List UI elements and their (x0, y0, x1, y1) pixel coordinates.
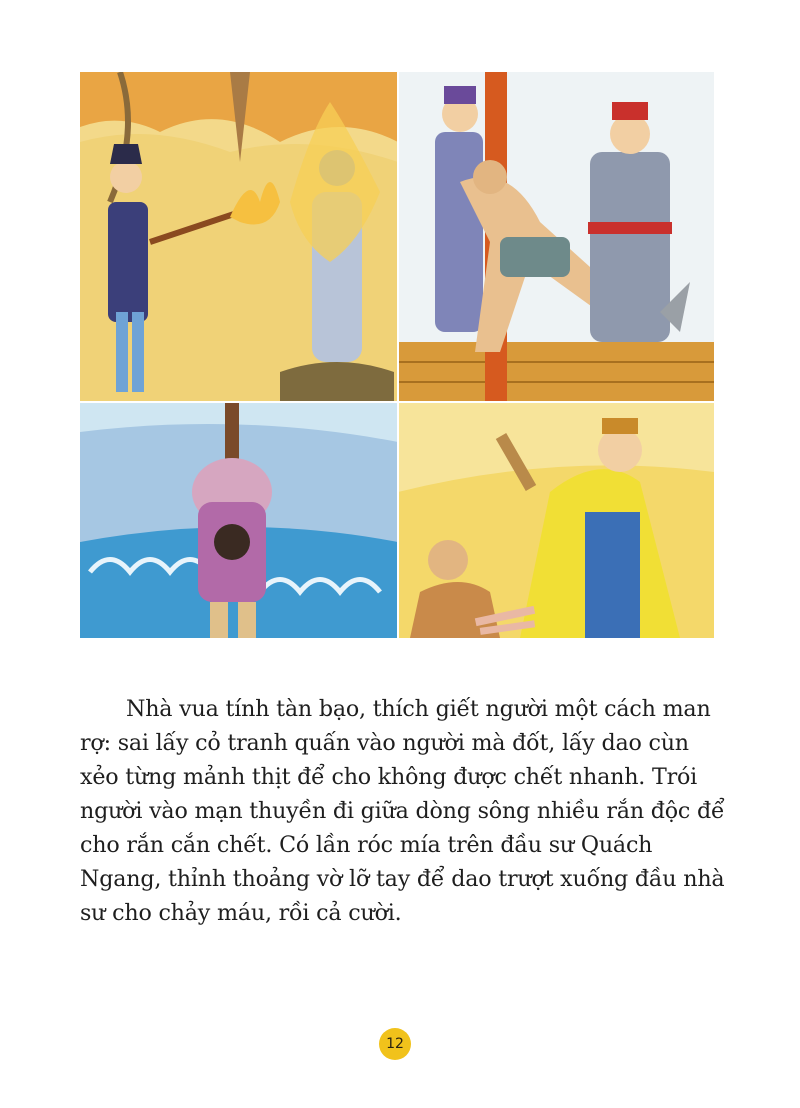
comic-illustration (80, 72, 714, 638)
boat-scene-panel (80, 402, 398, 638)
flaying-scene-panel (398, 72, 714, 402)
page-number: 12 (386, 1036, 404, 1052)
story-paragraph: Nhà vua tính tàn bạo, thích giết người một cách man rợ: sai lấy cỏ tranh quấn vào người mà đốt, lấy dao cùn xẻo từng mảnh thịt để cho không được chết nhanh. Trói người vào mạn thuyền đi giữa dòng sông nhiều rắn độc để cho rắn cắn chết. Có lần róc mía trên đầu sư Quách Ngang, thỉnh thoảng vờ lỡ tay để dao trượt xuống đầu nhà sư cho chảy máu, rồi cả cười. (80, 696, 725, 926)
sugarcane-scene-panel (398, 402, 714, 638)
page-number-badge (379, 1028, 411, 1060)
burning-scene-panel (80, 72, 398, 402)
